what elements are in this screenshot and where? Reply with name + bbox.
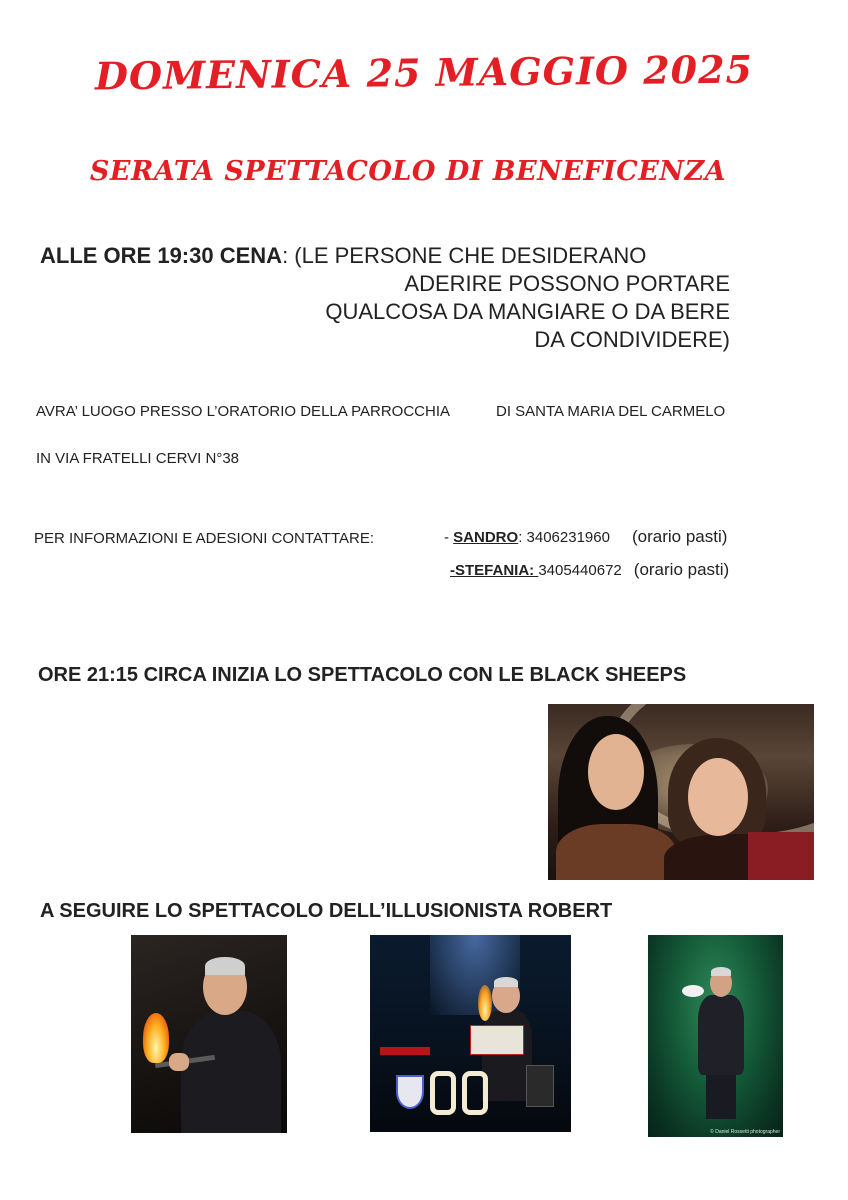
stage-box — [526, 1065, 554, 1107]
contact-prefix: - — [444, 529, 454, 546]
dinner-line-2: ADERIRE POSSONO PORTARE — [404, 271, 730, 296]
performer-1-face — [588, 734, 644, 810]
digit-prop — [430, 1071, 456, 1115]
contact-name: -STEFANIA: — [450, 562, 539, 579]
dinner-time: ALLE ORE 19:30 CENA — [40, 243, 283, 268]
magician-body — [181, 1011, 281, 1133]
contact-sandro — [444, 527, 727, 547]
contact-note: (orario pasti) — [633, 560, 730, 579]
illusionist-dove-photo — [648, 935, 783, 1137]
location-line-1a: AVRA’ LUOGO PRESSO L’ORATORIO DELLA PARROCCHIA — [36, 403, 450, 420]
newspaper-prop — [470, 1025, 524, 1055]
magician-hair — [711, 967, 731, 976]
digit-prop — [462, 1071, 488, 1115]
contact-phone: 3406231960 — [526, 529, 610, 546]
black-sheeps-photo — [548, 704, 814, 880]
contact-stefania — [450, 560, 729, 580]
flame-icon — [478, 985, 492, 1021]
dinner-line-1 — [40, 242, 730, 270]
photo-credit: © Daniel Rossetti photographer — [710, 1129, 780, 1135]
dinner-text-1: : (LE PERSONE CHE DESIDERANO — [282, 243, 647, 268]
performer-1-body — [556, 824, 676, 880]
magician-hand — [169, 1053, 189, 1071]
contact-note: (orario pasti) — [631, 527, 728, 546]
dove-icon — [682, 985, 704, 997]
dinner-line-4: DA CONDIVIDERE) — [534, 327, 730, 352]
stage-table — [380, 1047, 430, 1055]
location-line-1b: DI SANTA MARIA DEL CARMELO — [496, 403, 726, 420]
performer-2-dress — [748, 832, 814, 880]
illusionist-stage-photo — [370, 935, 571, 1132]
shield-prop — [396, 1075, 424, 1109]
illusionist-fire-photo — [131, 935, 287, 1133]
contacts-label: PER INFORMAZIONI E ADESIONI CONTATTARE: — [34, 530, 375, 547]
flame-icon — [143, 1013, 169, 1063]
magician-body — [698, 995, 744, 1075]
event-title-heading: SERATA SPETTACOLO DI BENEFICENZA — [89, 156, 727, 187]
show-black-sheeps: ORE 21:15 CIRCA INIZIA LO SPETTACOLO CON LE BLACK SHEEPS — [38, 664, 687, 686]
contact-separator: : — [518, 529, 527, 546]
magician-hair — [494, 977, 518, 987]
contact-name: SANDRO — [453, 529, 519, 546]
show-illusionist: A SEGUIRE LO SPETTACOLO DELL’ILLUSIONISTA ROBERT — [40, 900, 613, 922]
performer-2-face — [688, 758, 748, 836]
magician-hair — [205, 957, 245, 975]
magician-legs — [706, 1073, 736, 1119]
dinner-info — [40, 242, 730, 354]
location-line-2: IN VIA FRATELLI CERVI N°38 — [36, 450, 240, 467]
event-date-heading: DOMENICA 25 MAGGIO 2025 — [94, 46, 754, 99]
contact-phone: 3405440672 — [538, 562, 622, 579]
dinner-line-3: QUALCOSA DA MANGIARE O DA BERE — [325, 299, 730, 324]
